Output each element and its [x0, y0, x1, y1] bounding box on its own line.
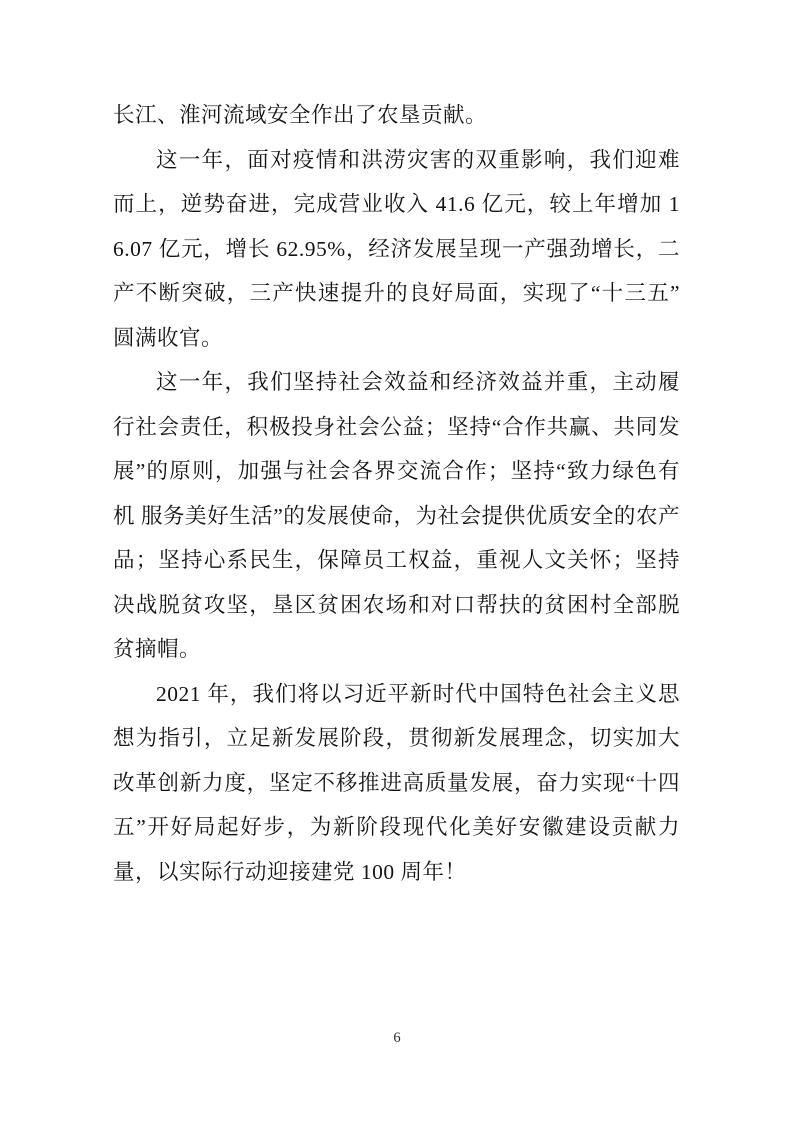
page-number: 6	[393, 1030, 401, 1046]
page-footer	[0, 1028, 794, 1048]
paragraph: 这一年，我们坚持社会效益和经济效益并重，主动履行社会责任，积极投身社会公益；坚持“合作共赢、共同发展”的原则，加强与社会各界交流合作；坚持“致力绿色有机 服务美好生活”的发展使命，为社会提供优质安全的农产品；坚持心系民生，保障员工权益，重视人文关怀；坚持决战脱贫攻坚，垦区贫困农场和对口帮扶的贫困村全部脱贫摘帽。	[113, 370, 680, 661]
paragraph: 长江、淮河流域安全作出了农垦贡献。	[113, 103, 488, 127]
paragraph: 这一年，面对疫情和洪涝灾害的双重影响，我们迎难而上，逆势奋进，完成营业收入 41.6 亿元，较上年增加 16.07 亿元，增长 62.95%，经济发展呈现一产强劲增长，二产不断突破，三产快速提升的良好局面，实现了“十三五”圆满收官。	[113, 147, 680, 350]
paragraph: 2021 年，我们将以习近平新时代中国特色社会主义思想为指引，立足新发展阶段，贯彻新发展理念，切实加大改革创新力度，坚定不移推进高质量发展，奋力实现“十四五”开好局起好步，为新阶段现代化美好安徽建设贡献力量，以实际行动迎接建党 100 周年！	[113, 681, 680, 884]
document-body	[113, 93, 680, 894]
